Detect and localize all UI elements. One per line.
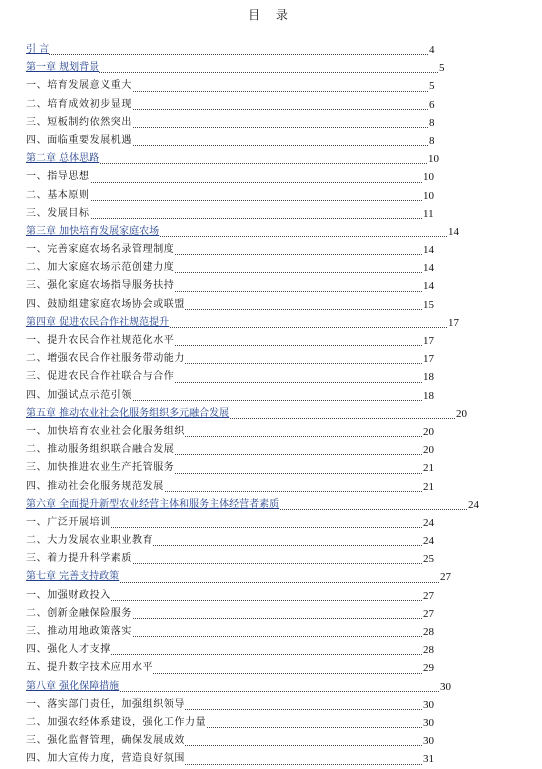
toc-entry-page: 15	[422, 296, 434, 314]
toc-section-entry[interactable]	[26, 532, 526, 550]
toc-entry-title: 四、强化人才支撑	[26, 641, 111, 659]
toc-entry-title: 四、加大宣传力度，营造良好氛围	[26, 750, 185, 768]
toc-entry-title: 一、广泛开展培训	[26, 514, 111, 532]
toc-entry-title: 四、推动社会化服务规范发展	[26, 478, 164, 496]
toc-entry-page: 28	[422, 641, 434, 659]
toc-section-entry[interactable]	[26, 77, 526, 95]
toc-entry-title: 二、加大家庭农场示范创建力度	[26, 259, 174, 277]
toc-entry-page: 30	[422, 714, 434, 732]
toc-section-entry[interactable]	[26, 96, 526, 114]
toc-section-entry[interactable]	[26, 277, 526, 295]
toc-section-entry[interactable]	[26, 550, 526, 568]
toc-entry-title: 一、提升农民合作社规范化水平	[26, 332, 174, 350]
toc-entry-page: 30	[422, 696, 434, 714]
toc-entry-title: 第六章 全面提升新型农业经营主体和服务主体经营者素质	[26, 496, 279, 514]
toc-section-entry[interactable]	[26, 459, 526, 477]
toc-entry-title: 一、落实部门责任，加强组织领导	[26, 696, 185, 714]
toc-entry-title: 三、着力提升科学素质	[26, 550, 132, 568]
toc-section-entry[interactable]	[26, 132, 526, 150]
toc-entry-title: 第八章 强化保障措施	[26, 678, 119, 696]
toc-entry-page: 14	[447, 223, 459, 241]
toc-entry-page: 18	[422, 368, 434, 386]
toc-entry-page: 5	[438, 59, 445, 77]
toc-section-entry[interactable]	[26, 659, 526, 677]
toc-entry-page: 6	[428, 96, 435, 114]
toc-chapter-entry[interactable]	[26, 41, 526, 59]
toc-entry-title: 五、提升数字技术应用水平	[26, 659, 153, 677]
toc-entry-page: 18	[422, 387, 434, 405]
toc-chapter-entry[interactable]	[26, 223, 526, 241]
toc-section-entry[interactable]	[26, 296, 526, 314]
toc-entry-title: 引 言	[26, 41, 49, 59]
toc-entry-page: 17	[422, 350, 434, 368]
toc-section-entry[interactable]	[26, 587, 526, 605]
toc-entry-page: 21	[422, 478, 434, 496]
toc-section-entry[interactable]	[26, 205, 526, 223]
toc-entry-page: 8	[428, 132, 435, 150]
toc-entry-page: 11	[422, 205, 434, 223]
toc-section-entry[interactable]	[26, 441, 526, 459]
toc-entry-page: 24	[422, 532, 434, 550]
toc-chapter-entry[interactable]	[26, 496, 526, 514]
toc-entry-title: 第七章 完善支持政策	[26, 568, 119, 586]
toc-entry-page: 30	[422, 732, 434, 750]
toc-entry-page: 24	[422, 514, 434, 532]
toc-entry-page: 10	[422, 168, 434, 186]
toc-entry-page: 20	[455, 405, 467, 423]
toc-section-entry[interactable]	[26, 387, 526, 405]
toc-entry-title: 二、加强农经体系建设，强化工作力量	[26, 714, 206, 732]
toc-entry-page: 28	[422, 623, 434, 641]
toc-section-entry[interactable]	[26, 714, 526, 732]
toc-section-entry[interactable]	[26, 514, 526, 532]
toc-entry-title: 第三章 加快培育发展家庭农场	[26, 223, 159, 241]
toc-entry-title: 三、强化家庭农场指导服务扶持	[26, 277, 174, 295]
toc-section-entry[interactable]	[26, 259, 526, 277]
toc-entry-title: 四、鼓励组建家庭农场协会或联盟	[26, 296, 185, 314]
toc-entry-page: 14	[422, 241, 434, 259]
toc-entry-title: 三、发展目标	[26, 205, 90, 223]
toc-entry-title: 一、加快培育农业社会化服务组织	[26, 423, 185, 441]
toc-section-entry[interactable]	[26, 241, 526, 259]
toc-entry-title: 二、创新金融保险服务	[26, 605, 132, 623]
toc-entry-title: 第一章 规划背景	[26, 59, 99, 77]
toc-chapter-entry[interactable]	[26, 150, 526, 168]
toc-section-entry[interactable]	[26, 605, 526, 623]
toc-entry-page: 5	[428, 77, 435, 95]
toc-section-entry[interactable]	[26, 641, 526, 659]
toc-section-entry[interactable]	[26, 114, 526, 132]
toc-section-entry[interactable]	[26, 423, 526, 441]
toc-section-entry[interactable]	[26, 478, 526, 496]
toc-section-entry[interactable]	[26, 368, 526, 386]
toc-entry-title: 第二章 总体思路	[26, 150, 99, 168]
toc-entry-page: 31	[422, 750, 434, 768]
toc-title: 目 录	[248, 8, 294, 22]
toc-entry-page: 8	[428, 114, 435, 132]
toc-entry-title: 一、指导思想	[26, 168, 90, 186]
toc-entry-page: 27	[439, 568, 451, 586]
toc-entry-title: 三、加快推进农业生产托管服务	[26, 459, 174, 477]
toc-entry-title: 二、增强农民合作社服务带动能力	[26, 350, 185, 368]
toc-entry-title: 四、加强试点示范引领	[26, 387, 132, 405]
toc-chapter-entry[interactable]	[26, 314, 526, 332]
toc-list	[26, 41, 526, 769]
toc-entry-page: 20	[422, 441, 434, 459]
toc-entry-title: 三、强化监督管理，确保发展成效	[26, 732, 185, 750]
toc-entry-page: 17	[422, 332, 434, 350]
toc-entry-page: 21	[422, 459, 434, 477]
toc-entry-page: 24	[467, 496, 479, 514]
toc-entry-title: 四、面临重要发展机遇	[26, 132, 132, 150]
toc-entry-page: 14	[422, 259, 434, 277]
toc-chapter-entry[interactable]	[26, 405, 526, 423]
toc-entry-page: 27	[422, 587, 434, 605]
toc-entry-page: 27	[422, 605, 434, 623]
toc-entry-page: 10	[422, 187, 434, 205]
toc-entry-page: 25	[422, 550, 434, 568]
toc-section-entry[interactable]	[26, 750, 526, 768]
toc-entry-page: 29	[422, 659, 434, 677]
toc-entry-page: 17	[447, 314, 459, 332]
toc-entry-title: 第四章 促进农民合作社规范提升	[26, 314, 169, 332]
toc-entry-page: 30	[439, 678, 451, 696]
toc-entry-title: 一、加强财政投入	[26, 587, 111, 605]
toc-entry-title: 三、促进农民合作社联合与合作	[26, 368, 174, 386]
toc-entry-title: 一、完善家庭农场名录管理制度	[26, 241, 174, 259]
toc-section-entry[interactable]	[26, 332, 526, 350]
toc-entry-title: 三、推动用地政策落实	[26, 623, 132, 641]
toc-entry-page: 14	[422, 277, 434, 295]
toc-entry-title: 一、培育发展意义重大	[26, 77, 132, 95]
toc-chapter-entry[interactable]	[26, 568, 526, 586]
toc-chapter-entry[interactable]	[26, 678, 526, 696]
toc-dot-leader	[26, 54, 428, 55]
toc-entry-title: 二、大力发展农业职业教育	[26, 532, 153, 550]
toc-entry-title: 二、培育成效初步显现	[26, 96, 132, 114]
toc-entry-page: 10	[427, 150, 439, 168]
toc-entry-page: 4	[428, 41, 435, 59]
toc-section-entry[interactable]	[26, 623, 526, 641]
toc-entry-title: 二、推动服务组织联合融合发展	[26, 441, 174, 459]
toc-section-entry[interactable]	[26, 696, 526, 714]
toc-entry-page: 20	[422, 423, 434, 441]
toc-entry-title: 二、基本原则	[26, 187, 90, 205]
toc-entry-title: 第五章 推动农业社会化服务组织多元融合发展	[26, 405, 229, 423]
toc-section-entry[interactable]	[26, 732, 526, 750]
toc-chapter-entry[interactable]	[26, 59, 526, 77]
toc-section-entry[interactable]	[26, 350, 526, 368]
toc-section-entry[interactable]	[26, 168, 526, 186]
toc-entry-title: 三、短板制约依然突出	[26, 114, 132, 132]
toc-section-entry[interactable]	[26, 187, 526, 205]
